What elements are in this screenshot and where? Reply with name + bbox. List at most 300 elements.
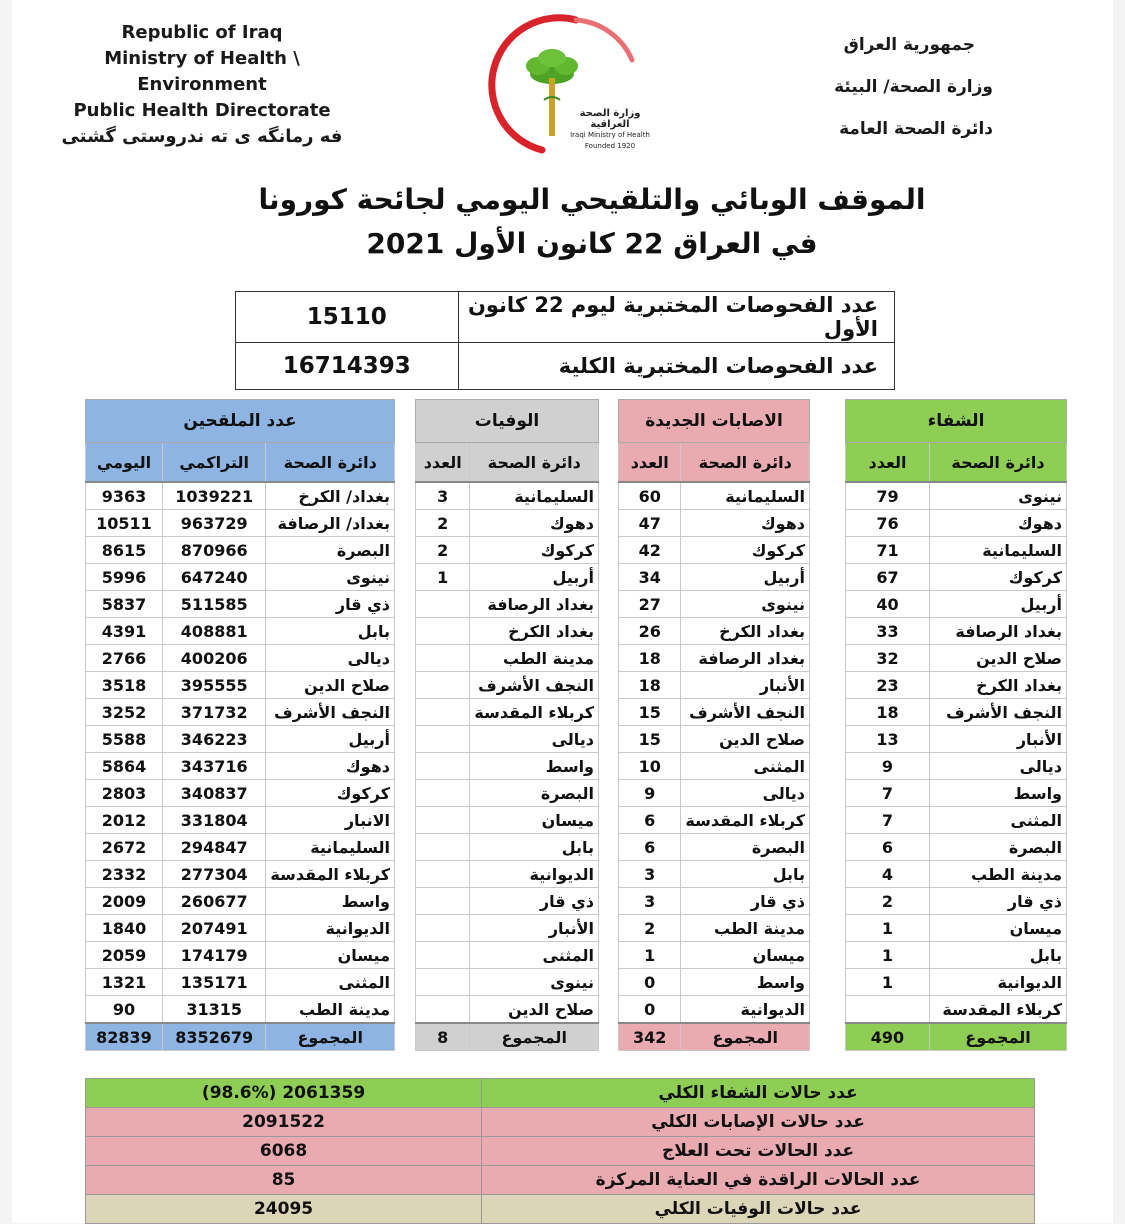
summary-value: 2091522 [86, 1108, 482, 1137]
table-row [416, 699, 599, 726]
table-row [846, 807, 1067, 834]
vaccinated-row-cumulative: 260677 [162, 888, 265, 915]
vaccinated-row-daily: 2803 [86, 780, 163, 807]
deaths-row-count [416, 915, 470, 942]
table-row [416, 969, 599, 996]
vaccinated-total-cumulative: 8352679 [162, 1023, 265, 1051]
new-cases-row-count: 15 [619, 699, 681, 726]
recovery-row-count: 2 [846, 888, 930, 915]
vaccinated-row-name: بغداد/ الكرخ [266, 482, 395, 510]
table-row [416, 591, 599, 618]
vaccinated-row-name: السليمانية [266, 834, 395, 861]
deaths-row-count: 3 [416, 482, 470, 510]
vaccinated-row-name: الانبار [266, 807, 395, 834]
table-row [619, 699, 810, 726]
table-row [619, 618, 810, 645]
new-cases-row-name: كركوك [681, 537, 810, 564]
recovery-row-name: بابل [929, 942, 1066, 969]
table-row [619, 996, 810, 1024]
table-row [86, 591, 395, 618]
table-row [416, 510, 599, 537]
new-cases-row-count: 0 [619, 996, 681, 1024]
recovery-row-name: النجف الأشرف [929, 699, 1066, 726]
recovery-row-count: 9 [846, 753, 930, 780]
deaths-row-name: المثنى [470, 942, 599, 969]
table-row [86, 564, 395, 591]
vaccinated-row-name: مدينة الطب [266, 996, 395, 1024]
new-cases-total-value: 342 [619, 1023, 681, 1051]
recovery-row-name: ذي قار [929, 888, 1066, 915]
report-page [12, 0, 1113, 1223]
header-en-line-1: Republic of Iraq [121, 22, 283, 43]
deaths-row-count: 1 [416, 564, 470, 591]
recovery-row-name: بغداد الرصافة [929, 618, 1066, 645]
table-row [619, 537, 810, 564]
recovery-row-count: 1 [846, 915, 930, 942]
deaths-row-count [416, 996, 470, 1024]
vaccinated-row-name: أربيل [266, 726, 395, 753]
report-title-line-2: في العراق 22 كانون الأول 2021 [366, 227, 818, 260]
new-cases-row-count: 26 [619, 618, 681, 645]
recovery-row-name: بغداد الكرخ [929, 672, 1066, 699]
recovery-total-row [846, 1023, 1067, 1051]
deaths-row-count [416, 942, 470, 969]
vaccinated-row-daily: 2332 [86, 861, 163, 888]
deaths-row-name: كركوك [470, 537, 599, 564]
recovery-row-name: الديوانية [929, 969, 1066, 996]
recovery-row-count: 40 [846, 591, 930, 618]
new-cases-total-row [619, 1023, 810, 1051]
deaths-col-count: العدد [416, 443, 470, 483]
table-row [86, 753, 395, 780]
summary-row [86, 1079, 1035, 1108]
summary-row [86, 1195, 1035, 1224]
vaccinated-row-cumulative: 400206 [162, 645, 265, 672]
table-row [416, 753, 599, 780]
table-row [619, 510, 810, 537]
summary-row [86, 1137, 1035, 1166]
new-cases-row-name: بغداد الرصافة [681, 645, 810, 672]
new-cases-row-count: 18 [619, 645, 681, 672]
logo-caption-en: Iraqi Ministry of Health [570, 131, 650, 139]
recovery-table [845, 399, 1067, 1051]
vaccinated-row-name: كركوك [266, 780, 395, 807]
lab-tests-daily-label: عدد الفحوصات المختبرية ليوم 22 كانون الأول [458, 292, 894, 343]
deaths-row-name: ديالى [470, 726, 599, 753]
table-row [846, 753, 1067, 780]
new-cases-title-row [619, 400, 810, 443]
table-row [619, 564, 810, 591]
recovery-row-name: صلاح الدين [929, 645, 1066, 672]
new-cases-row-count: 15 [619, 726, 681, 753]
header-ar-line-2: وزارة الصحة/ البيئة [834, 77, 993, 97]
deaths-row-name: ميسان [470, 807, 599, 834]
deaths-row-count [416, 618, 470, 645]
table-row [619, 942, 810, 969]
table-row [846, 969, 1067, 996]
vaccinated-row-name: بابل [266, 618, 395, 645]
table-row [846, 645, 1067, 672]
recovery-row-name: دهوك [929, 510, 1066, 537]
vaccinated-row-cumulative: 207491 [162, 915, 265, 942]
table-row [86, 807, 395, 834]
vaccinated-row-name: دهوك [266, 753, 395, 780]
table-row [86, 888, 395, 915]
recovery-row-count: 13 [846, 726, 930, 753]
deaths-row-count [416, 780, 470, 807]
recovery-row-count: 7 [846, 807, 930, 834]
vaccinated-row-cumulative: 31315 [162, 996, 265, 1024]
vaccinated-row-cumulative: 511585 [162, 591, 265, 618]
deaths-row-name: البصرة [470, 780, 599, 807]
vaccinated-row-daily: 5996 [86, 564, 163, 591]
recovery-row-count: 7 [846, 780, 930, 807]
deaths-title: الوفيات [416, 400, 599, 443]
table-row [846, 537, 1067, 564]
table-row [86, 645, 395, 672]
table-row [86, 780, 395, 807]
new-cases-row-count: 3 [619, 861, 681, 888]
deaths-row-name: دهوك [470, 510, 599, 537]
deaths-total-value: 8 [416, 1023, 470, 1051]
table-row [86, 672, 395, 699]
recovery-row-count: 1 [846, 969, 930, 996]
table-row [86, 861, 395, 888]
deaths-row-count [416, 834, 470, 861]
vaccinated-table [85, 399, 395, 1051]
vaccinated-row-cumulative: 346223 [162, 726, 265, 753]
deaths-row-name: السليمانية [470, 482, 599, 510]
table-row [846, 915, 1067, 942]
new-cases-row-count: 3 [619, 888, 681, 915]
lab-tests-total-label: عدد الفحوصات المختبرية الكلية [458, 343, 894, 390]
new-cases-row-count: 60 [619, 482, 681, 510]
vaccinated-row-cumulative: 1039221 [162, 482, 265, 510]
recovery-row-count [846, 996, 930, 1024]
lab-tests-daily-row [236, 292, 895, 343]
summary-table [85, 1078, 1035, 1224]
new-cases-row-name: كربلاء المقدسة [681, 807, 810, 834]
deaths-row-count [416, 726, 470, 753]
new-cases-row-count: 6 [619, 834, 681, 861]
vaccinated-total-row [86, 1023, 395, 1051]
table-row [86, 834, 395, 861]
table-row [86, 699, 395, 726]
vaccinated-row-daily: 3518 [86, 672, 163, 699]
header-arabic [713, 24, 993, 150]
recovery-row-name: البصرة [929, 834, 1066, 861]
recovery-col-name: دائرة الصحة [929, 443, 1066, 483]
vaccinated-row-name: ديالى [266, 645, 395, 672]
vaccinated-row-name: نينوى [266, 564, 395, 591]
summary-label: عدد الحالات الراقدة في العناية المركزة [482, 1166, 1035, 1195]
table-row [416, 996, 599, 1024]
vaccinated-row-name: الديوانية [266, 915, 395, 942]
summary-label: عدد الحالات تحت العلاج [482, 1137, 1035, 1166]
new-cases-row-name: المثنى [681, 753, 810, 780]
new-cases-row-name: النجف الأشرف [681, 699, 810, 726]
vaccinated-row-name: ميسان [266, 942, 395, 969]
table-row [619, 807, 810, 834]
vaccinated-row-daily: 9363 [86, 482, 163, 510]
deaths-row-name: ذي قار [470, 888, 599, 915]
table-row [416, 915, 599, 942]
table-row [416, 564, 599, 591]
table-row [86, 996, 395, 1024]
vaccinated-row-cumulative: 647240 [162, 564, 265, 591]
deaths-row-name: بغداد الرصافة [470, 591, 599, 618]
summary-value: 85 [86, 1166, 482, 1195]
table-row [846, 726, 1067, 753]
table-row [619, 726, 810, 753]
deaths-row-name: الديوانية [470, 861, 599, 888]
recovery-row-count: 71 [846, 537, 930, 564]
deaths-row-name: كربلاء المقدسة [470, 699, 599, 726]
vaccinated-title: عدد الملقحين [86, 400, 395, 443]
table-row [846, 482, 1067, 510]
new-cases-row-name: صلاح الدين [681, 726, 810, 753]
vaccinated-col-cumulative: التراكمي [162, 443, 265, 483]
table-row [846, 564, 1067, 591]
table-row [416, 618, 599, 645]
table-row [416, 672, 599, 699]
table-row [416, 482, 599, 510]
table-row [86, 482, 395, 510]
deaths-row-count [416, 888, 470, 915]
table-row [846, 834, 1067, 861]
summary-label: عدد حالات الإصابات الكلي [482, 1108, 1035, 1137]
vaccinated-total-daily: 82839 [86, 1023, 163, 1051]
summary-label: عدد حالات الشفاء الكلي [482, 1079, 1035, 1108]
deaths-row-name: بابل [470, 834, 599, 861]
new-cases-row-count: 9 [619, 780, 681, 807]
new-cases-row-name: الديوانية [681, 996, 810, 1024]
table-row [416, 942, 599, 969]
deaths-row-name: صلاح الدين [470, 996, 599, 1024]
ministry-logo [472, 10, 652, 160]
recovery-row-count: 79 [846, 482, 930, 510]
vaccinated-header-row [86, 443, 395, 483]
new-cases-row-name: الأنبار [681, 672, 810, 699]
recovery-row-name: كربلاء المقدسة [929, 996, 1066, 1024]
vaccinated-row-daily: 2672 [86, 834, 163, 861]
vaccinated-row-name: واسط [266, 888, 395, 915]
new-cases-row-count: 1 [619, 942, 681, 969]
recovery-row-count: 23 [846, 672, 930, 699]
table-row [846, 699, 1067, 726]
recovery-header-row [846, 443, 1067, 483]
deaths-total-row [416, 1023, 599, 1051]
table-row [416, 780, 599, 807]
vaccinated-row-cumulative: 277304 [162, 861, 265, 888]
table-row [619, 969, 810, 996]
recovery-row-count: 67 [846, 564, 930, 591]
summary-row [86, 1108, 1035, 1137]
vaccinated-row-cumulative: 371732 [162, 699, 265, 726]
vaccinated-row-name: بغداد/ الرصافة [266, 510, 395, 537]
vaccinated-row-daily: 10511 [86, 510, 163, 537]
recovery-row-name: ميسان [929, 915, 1066, 942]
new-cases-header-row [619, 443, 810, 483]
table-row [846, 672, 1067, 699]
vaccinated-row-cumulative: 331804 [162, 807, 265, 834]
new-cases-row-count: 0 [619, 969, 681, 996]
vaccinated-row-daily: 2009 [86, 888, 163, 915]
report-title [212, 178, 972, 266]
vaccinated-col-name: دائرة الصحة [266, 443, 395, 483]
new-cases-row-name: نينوى [681, 591, 810, 618]
vaccinated-row-cumulative: 395555 [162, 672, 265, 699]
new-cases-row-name: ذي قار [681, 888, 810, 915]
recovery-row-name: نينوى [929, 482, 1066, 510]
table-row [619, 753, 810, 780]
vaccinated-row-cumulative: 408881 [162, 618, 265, 645]
recovery-row-name: ديالى [929, 753, 1066, 780]
recovery-total-value: 490 [846, 1023, 930, 1051]
deaths-row-count [416, 753, 470, 780]
table-row [416, 537, 599, 564]
recovery-row-count: 33 [846, 618, 930, 645]
new-cases-row-count: 47 [619, 510, 681, 537]
deaths-row-count [416, 807, 470, 834]
new-cases-row-name: واسط [681, 969, 810, 996]
table-row [619, 780, 810, 807]
deaths-row-count [416, 969, 470, 996]
summary-label: عدد حالات الوفيات الكلي [482, 1195, 1035, 1224]
new-cases-row-name: دهوك [681, 510, 810, 537]
vaccinated-row-cumulative: 343716 [162, 753, 265, 780]
recovery-row-count: 6 [846, 834, 930, 861]
deaths-row-count: 2 [416, 510, 470, 537]
new-cases-title: الاصابات الجديدة [619, 400, 810, 443]
table-row [416, 726, 599, 753]
deaths-row-name: بغداد الكرخ [470, 618, 599, 645]
table-row [86, 915, 395, 942]
table-row [846, 888, 1067, 915]
deaths-row-name: أربيل [470, 564, 599, 591]
recovery-title: الشفاء [846, 400, 1067, 443]
new-cases-row-name: بابل [681, 861, 810, 888]
table-row [86, 942, 395, 969]
recovery-col-count: العدد [846, 443, 930, 483]
deaths-title-row [416, 400, 599, 443]
table-row [846, 942, 1067, 969]
deaths-col-name: دائرة الصحة [470, 443, 599, 483]
new-cases-row-count: 27 [619, 591, 681, 618]
recovery-row-count: 4 [846, 861, 930, 888]
vaccinated-title-row [86, 400, 395, 443]
summary-value: 6068 [86, 1137, 482, 1166]
recovery-row-count: 18 [846, 699, 930, 726]
vaccinated-row-daily: 2012 [86, 807, 163, 834]
recovery-row-name: واسط [929, 780, 1066, 807]
recovery-row-name: المثنى [929, 807, 1066, 834]
vaccinated-row-name: صلاح الدين [266, 672, 395, 699]
header-en-line-3: Public Health Directorate [73, 100, 331, 121]
lab-tests-total-value: 16714393 [236, 343, 459, 390]
vaccinated-row-name: كربلاء المقدسة [266, 861, 395, 888]
vaccinated-row-daily: 4391 [86, 618, 163, 645]
new-cases-row-name: ميسان [681, 942, 810, 969]
table-row [619, 672, 810, 699]
header-ar-line-1: جمهورية العراق [843, 35, 975, 55]
vaccinated-row-name: البصرة [266, 537, 395, 564]
vaccinated-row-daily: 8615 [86, 537, 163, 564]
vaccinated-row-daily: 5837 [86, 591, 163, 618]
vaccinated-col-daily: اليومي [86, 443, 163, 483]
vaccinated-row-cumulative: 294847 [162, 834, 265, 861]
new-cases-col-count: العدد [619, 443, 681, 483]
deaths-table [415, 399, 599, 1051]
vaccinated-row-name: النجف الأشرف [266, 699, 395, 726]
deaths-header-row [416, 443, 599, 483]
vaccinated-row-daily: 1840 [86, 915, 163, 942]
deaths-row-name: واسط [470, 753, 599, 780]
new-cases-table [618, 399, 810, 1051]
header-english [42, 20, 362, 150]
table-row [846, 861, 1067, 888]
table-row [846, 996, 1067, 1024]
table-row [86, 726, 395, 753]
recovery-row-name: كركوك [929, 564, 1066, 591]
table-row [416, 888, 599, 915]
new-cases-row-name: ديالى [681, 780, 810, 807]
summary-row [86, 1166, 1035, 1195]
table-row [86, 510, 395, 537]
recovery-title-row [846, 400, 1067, 443]
table-row [846, 591, 1067, 618]
vaccinated-row-cumulative: 135171 [162, 969, 265, 996]
table-row [619, 888, 810, 915]
lab-tests-daily-value: 15110 [236, 292, 459, 343]
vaccinated-row-daily: 5864 [86, 753, 163, 780]
logo-caption [568, 108, 652, 152]
table-row [619, 834, 810, 861]
new-cases-col-name: دائرة الصحة [681, 443, 810, 483]
table-row [619, 482, 810, 510]
deaths-row-count [416, 591, 470, 618]
vaccinated-row-cumulative: 174179 [162, 942, 265, 969]
table-row [416, 645, 599, 672]
deaths-row-count [416, 672, 470, 699]
header-en-line-4: فه رمانگه ى ته ندروستى گشتى [61, 126, 343, 147]
new-cases-row-name: السليمانية [681, 482, 810, 510]
report-title-line-1: الموقف الوبائي والتلقيحي اليومي لجائحة كورونا [258, 183, 926, 216]
lab-tests-total-row [236, 343, 895, 390]
vaccinated-row-daily: 3252 [86, 699, 163, 726]
table-row [416, 834, 599, 861]
summary-value: 24095 [86, 1195, 482, 1224]
deaths-row-name: النجف الأشرف [470, 672, 599, 699]
vaccinated-row-cumulative: 870966 [162, 537, 265, 564]
deaths-row-name: نينوى [470, 969, 599, 996]
deaths-row-name: مدينة الطب [470, 645, 599, 672]
deaths-row-count [416, 645, 470, 672]
vaccinated-total-label: المجموع [266, 1023, 395, 1051]
summary-value: (98.6%) 2061359 [86, 1079, 482, 1108]
new-cases-row-count: 18 [619, 672, 681, 699]
vaccinated-row-daily: 2059 [86, 942, 163, 969]
vaccinated-row-name: المثنى [266, 969, 395, 996]
new-cases-row-count: 10 [619, 753, 681, 780]
vaccinated-row-cumulative: 963729 [162, 510, 265, 537]
new-cases-row-name: بغداد الكرخ [681, 618, 810, 645]
vaccinated-row-daily: 1321 [86, 969, 163, 996]
recovery-row-name: أربيل [929, 591, 1066, 618]
new-cases-row-name: مدينة الطب [681, 915, 810, 942]
table-row [619, 861, 810, 888]
table-row [619, 915, 810, 942]
